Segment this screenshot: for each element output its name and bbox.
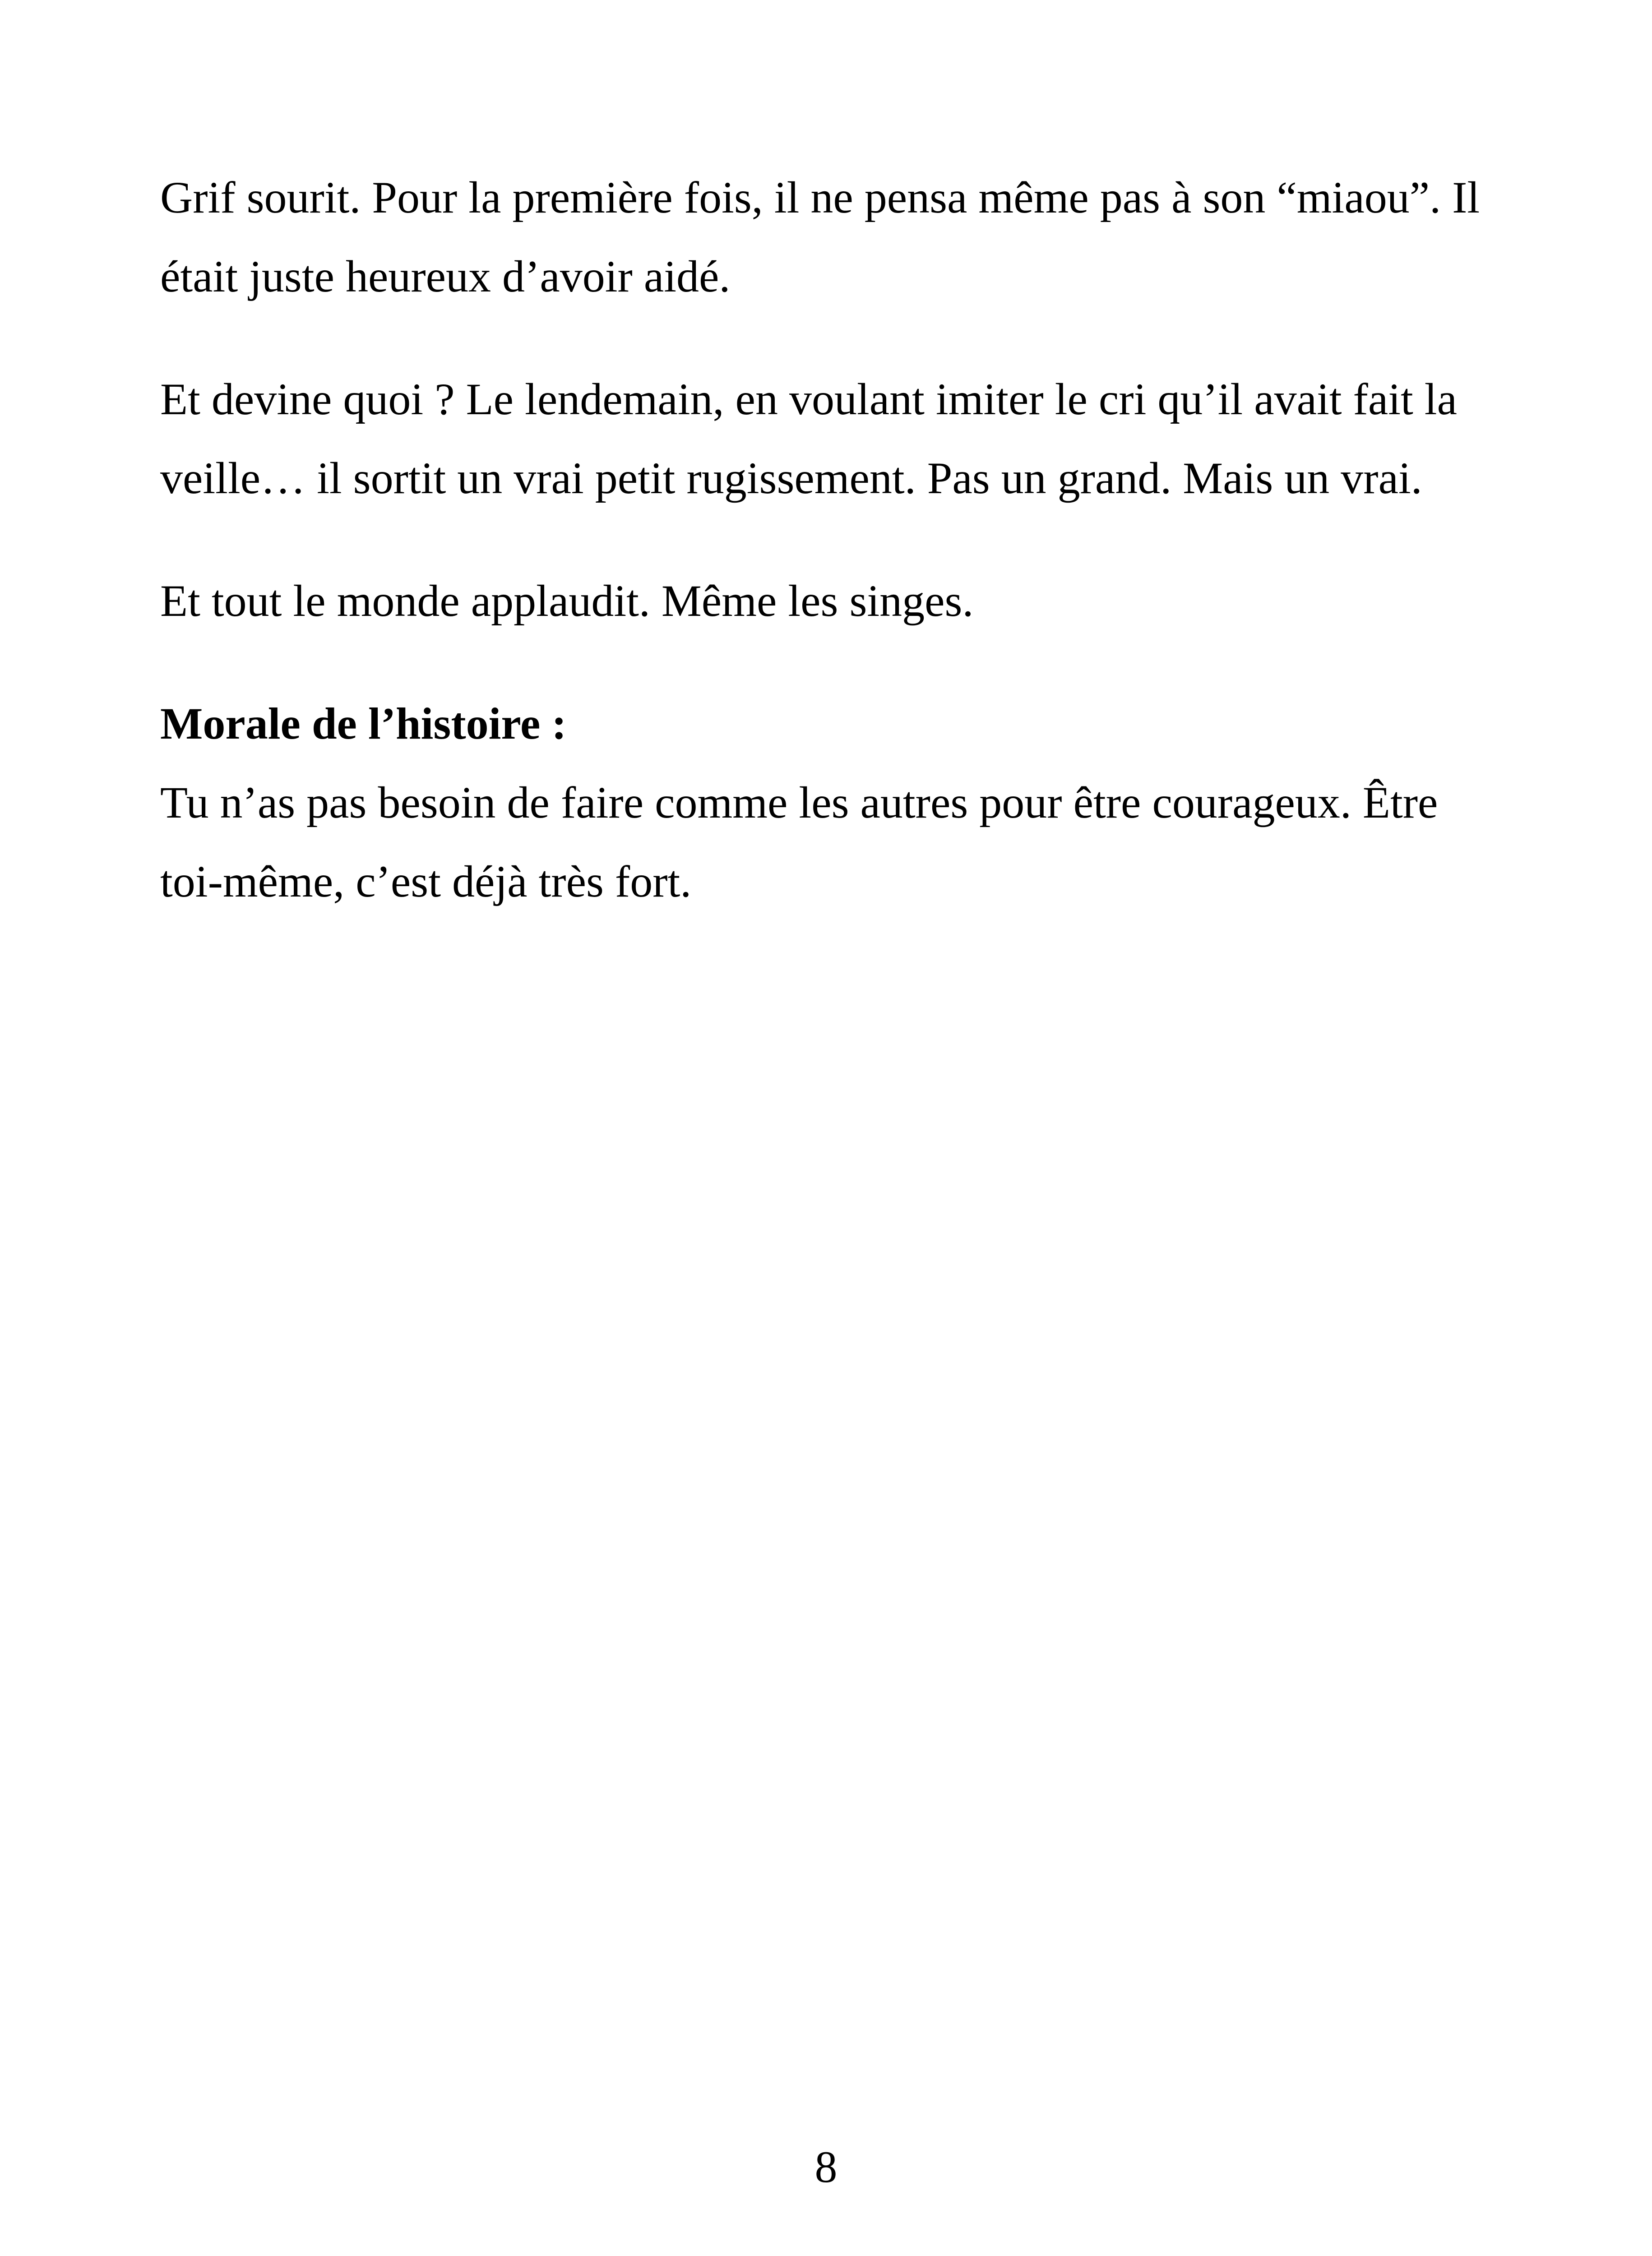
moral-heading: Morale de l’histoire : <box>160 698 567 749</box>
page-body <box>160 158 1496 921</box>
paragraph-2: Et devine quoi ? Le lendemain, en voulant imiter le cri qu’il avait fait la veille… il sortit un vrai petit rugissement. Pas un grand. Mais un vrai. <box>160 374 1457 503</box>
page-number: 8 <box>814 2142 838 2192</box>
paragraph-3: Et tout le monde applaudit. Même les singes. <box>160 576 974 626</box>
paragraph-1: Grif sourit. Pour la première fois, il ne pensa même pas à son “miaou”. Il était juste heureux d’avoir aidé. <box>160 172 1480 301</box>
moral-text: Tu n’as pas besoin de faire comme les autres pour être courageux. Être toi-même, c’est déjà très fort. <box>160 777 1438 906</box>
